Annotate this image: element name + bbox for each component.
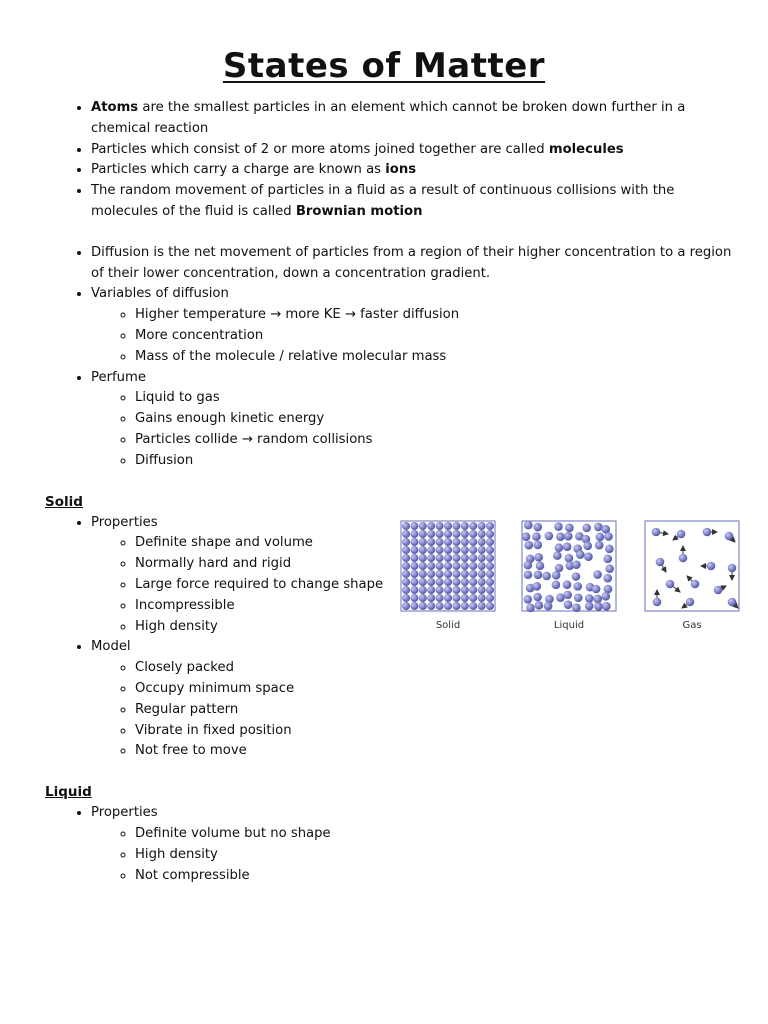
list-item [91,160,735,181]
particle [524,541,533,550]
particle [444,586,452,594]
particle [461,546,469,554]
particle [486,594,494,602]
gas-label: Gas [682,620,702,631]
particle [478,522,486,530]
text: Variables of diffusion [91,286,229,302]
particle [461,522,469,530]
list-item: ◦ Not compressible [135,866,735,887]
particle [656,558,665,567]
particle [703,528,712,537]
particle [444,594,452,602]
particle [486,602,494,610]
list-item: ◦ Definite volume but no shape [135,824,735,845]
particle [486,538,494,546]
liquid-list [45,803,735,886]
term: ions [385,162,417,178]
particle [427,538,435,546]
particle [686,598,695,607]
particle [461,530,469,538]
list-item: ◦ Large force required to change shape [135,575,735,596]
particle [542,572,551,581]
list-item: ◦ High density [135,845,735,866]
list-item: • Diffusion is the net movement of particles from a region of their higher concentration to a region of their lower concentration, down a concentration gradient. [91,243,735,285]
text: Properties [91,805,158,821]
particle [522,532,531,541]
particle [478,570,486,578]
particle [544,602,553,611]
list-item: ◦ Definite shape and volume [135,533,735,554]
particle [427,594,435,602]
particle [402,538,410,546]
particle [469,546,477,554]
particle [444,602,452,610]
particle [419,594,427,602]
particle [427,554,435,562]
list-item: ◦ Mass of the molecule / relative molecular mass [135,347,735,368]
particle [728,564,737,573]
particle [593,595,602,604]
particle [410,578,418,586]
particle [556,532,565,541]
particle [552,581,561,590]
list-item [91,368,735,472]
text: Particles which carry a charge are known as [91,162,386,178]
particle [469,602,477,610]
particle [594,602,603,611]
text: Properties [91,514,158,530]
particle [402,530,410,538]
particle [452,530,460,538]
spacer [45,223,735,243]
particle [444,538,452,546]
particle [410,546,418,554]
particle [524,561,533,570]
liquid-label: Liquid [553,620,585,631]
particle [436,586,444,594]
particle [533,541,542,550]
particle [469,522,477,530]
list-item [91,140,735,161]
particle [410,602,418,610]
particle [461,602,469,610]
list-item [91,284,735,367]
particle [533,582,542,591]
particle [603,574,612,583]
particle [486,578,494,586]
particle [653,598,662,607]
particle [478,594,486,602]
particle [534,571,543,580]
particle [419,562,427,570]
particle [427,602,435,610]
particle [594,523,603,532]
particle [469,530,477,538]
particle [427,562,435,570]
particle [553,551,562,560]
list-item: ◦ Liquid to gas [135,388,735,409]
particle [478,602,486,610]
particle [461,554,469,562]
particle [576,550,585,559]
particle [478,562,486,570]
particle [402,554,410,562]
particle [444,570,452,578]
particle [444,530,452,538]
particle [410,586,418,594]
list-item: ◦ Occupy minimum space [135,679,735,700]
particle [419,530,427,538]
particle [532,532,541,541]
particle [601,525,610,534]
particle [582,524,591,533]
sub-list [91,658,735,762]
list-item: ◦ Not free to move [135,741,735,762]
particle [601,592,610,601]
particle [691,580,700,589]
particle [585,594,594,603]
particle [534,553,543,562]
particle [555,564,564,573]
diffusion-list [45,243,735,472]
particle [526,603,535,612]
particle [486,586,494,594]
particle [595,541,604,550]
particle [596,533,605,542]
particle [427,586,435,594]
particle [728,598,737,607]
particle [402,562,410,570]
particle [402,522,410,530]
list-item: ◦ Diffusion [135,451,735,472]
particle [552,571,561,580]
particle [436,562,444,570]
particle [402,570,410,578]
list-item: ◦ High density [135,617,735,638]
particle [533,523,542,532]
list-item: ◦ Incompressible [135,596,735,617]
particle [452,602,460,610]
particle [679,554,688,563]
particle [427,570,435,578]
particle [583,542,592,551]
particle [402,594,410,602]
list-item [91,803,735,886]
particle [436,522,444,530]
particle [592,585,601,594]
particle [604,585,613,594]
gas-box [645,521,739,611]
particle [402,546,410,554]
term: Brownian motion [295,203,423,219]
particle [524,521,533,530]
particle [603,555,612,564]
list-item: ◦ Particles collide → random collisions [135,430,735,451]
particle [478,530,486,538]
particle [652,528,661,537]
particle [469,594,477,602]
particle [436,530,444,538]
particle [533,593,542,602]
particle [419,586,427,594]
particle [419,538,427,546]
particle [573,582,582,591]
particle [486,546,494,554]
particle [602,602,611,611]
particle [574,593,583,602]
particle [677,530,686,539]
particle [486,554,494,562]
particle [427,546,435,554]
particle [452,522,460,530]
particle [402,602,410,610]
particle [469,562,477,570]
particle [427,522,435,530]
states-diagram-svg [398,518,743,634]
term: Atoms [91,100,139,115]
particle [452,594,460,602]
particle [427,530,435,538]
particle [469,554,477,562]
text: are the smallest particles in an element which cannot be broken down further in a chemical reaction [91,100,686,136]
particle [486,570,494,578]
particle [461,594,469,602]
particle [563,591,572,600]
particle [410,530,418,538]
particle [452,570,460,578]
particle [563,542,572,551]
particle [444,562,452,570]
sub-list [91,824,735,886]
particle [444,546,452,554]
particle [725,532,734,541]
particle [461,578,469,586]
list-item: ◦ Higher temperature → more KE → faster diffusion [135,305,735,326]
term: molecules [548,141,624,157]
particle [410,538,418,546]
particle [469,586,477,594]
particle [452,546,460,554]
list-item [91,181,735,223]
list-item: ◦ Normally hard and rigid [135,554,735,575]
particle [585,602,594,611]
states-diagram [398,518,743,634]
particle [469,570,477,578]
particle [564,600,573,609]
list-item: ◦ More concentration [135,326,735,347]
particle [410,570,418,578]
particle [469,538,477,546]
particle [572,572,581,581]
particle [419,522,427,530]
text: Model [91,639,131,655]
particle [436,554,444,562]
particle [523,595,532,604]
sub-list [91,388,735,471]
particle [604,532,613,541]
particle [444,578,452,586]
particle [554,522,563,531]
particle [410,522,418,530]
particle [478,586,486,594]
text: The random movement of particles in a fluid as a result of continuous collisions with the molecules of the fluid is called [91,183,675,219]
particle [486,530,494,538]
particle [666,580,675,589]
particle [572,560,581,569]
particle [436,602,444,610]
particle [461,562,469,570]
particle [555,543,564,552]
particle [436,578,444,586]
particle [444,554,452,562]
spacer [45,472,735,492]
list-item [91,637,735,762]
notes-content [45,98,735,886]
sub-list [91,305,735,367]
particle [461,538,469,546]
particle [436,546,444,554]
list-item: ◦ Closely packed [135,658,735,679]
particle [436,538,444,546]
text: Particles which consist of 2 or more atoms joined together are called [91,141,549,157]
particle [419,546,427,554]
particle [452,578,460,586]
particle [605,544,614,553]
particle [486,522,494,530]
particle [410,554,418,562]
particle [584,552,593,561]
particle [469,578,477,586]
particle [461,570,469,578]
particle [419,554,427,562]
particle [452,586,460,594]
particle [572,603,581,612]
particle [535,601,544,610]
text: Perfume [91,369,146,385]
particle [444,522,452,530]
particle [452,538,460,546]
liquid-box [522,521,616,612]
particle [402,578,410,586]
particle [402,586,410,594]
particle [436,570,444,578]
particle [419,570,427,578]
particle [707,562,716,571]
particle [593,570,602,579]
particle [564,532,573,541]
list-item: ◦ Gains enough kinetic energy [135,409,735,430]
particle [436,594,444,602]
page-title: States of Matter [222,46,546,86]
particle [452,554,460,562]
particle [427,578,435,586]
particle [478,578,486,586]
particle [565,554,574,563]
particle [410,594,418,602]
particle [419,578,427,586]
particle [565,523,574,532]
particle [605,564,614,573]
particle [478,538,486,546]
solid-label: Solid [435,620,461,631]
particle [478,554,486,562]
list-item [91,98,735,140]
particle [478,546,486,554]
particle [545,532,554,541]
particle [410,562,418,570]
particle [452,562,460,570]
solid-box [401,521,495,611]
particle [536,562,545,571]
particle [461,586,469,594]
list-item: ◦ Regular pattern [135,700,735,721]
particle [563,580,572,589]
particle [419,602,427,610]
particle [524,570,533,579]
list-item: ◦ Vibrate in fixed position [135,721,735,742]
spacer [45,762,735,782]
intro-list [45,98,735,223]
section-heading-solid: Solid [45,493,83,510]
particle [714,586,723,595]
particle [486,562,494,570]
section-heading-liquid: Liquid [45,784,92,801]
